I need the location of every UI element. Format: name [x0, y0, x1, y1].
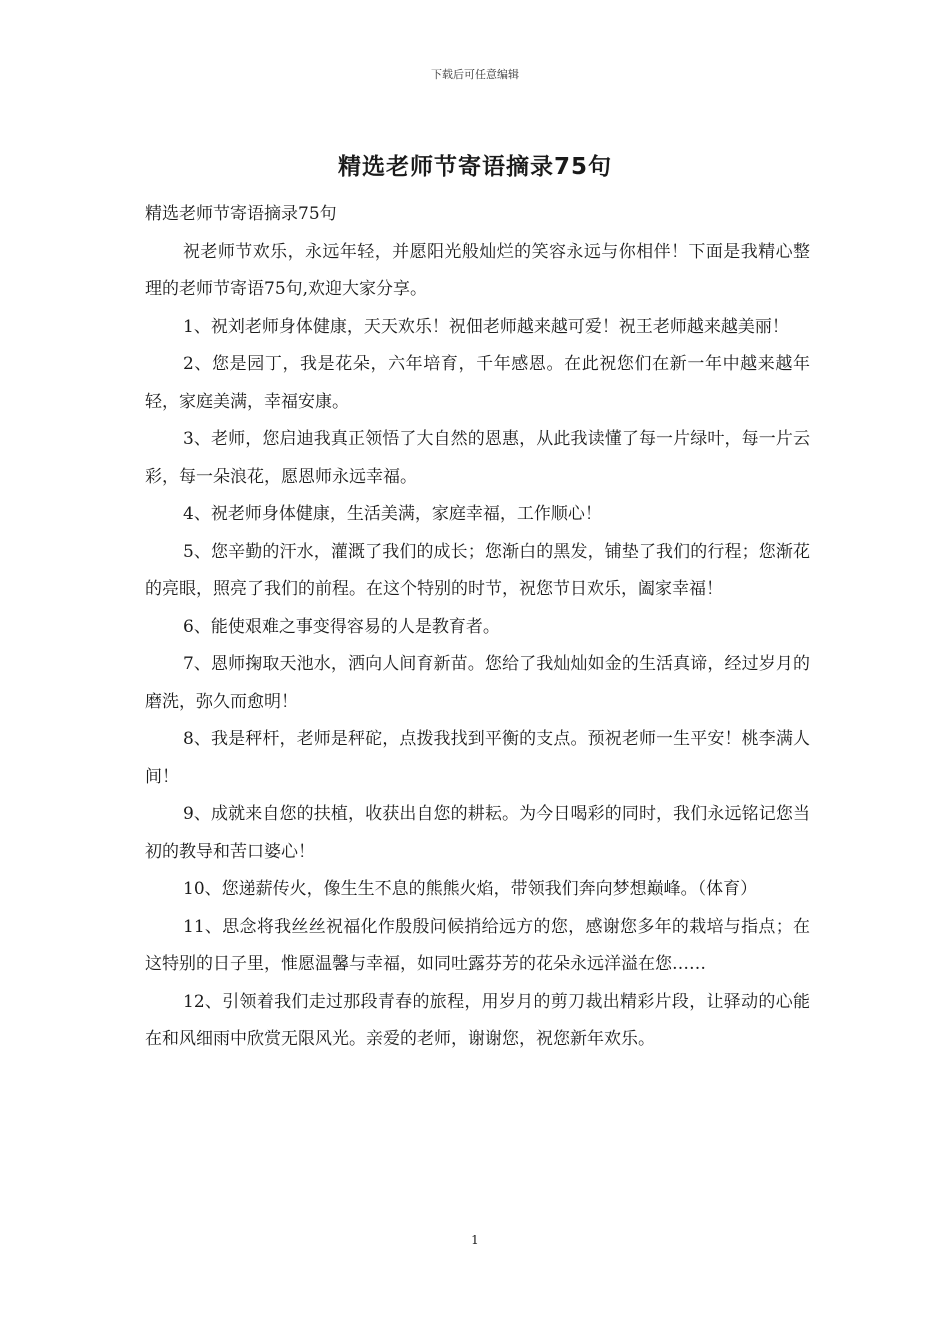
header-note: 下载后可任意编辑: [431, 68, 519, 81]
page-number: 1: [471, 1233, 479, 1247]
wish-item: 12、引领着我们走过那段青春的旅程，用岁月的剪刀裁出精彩片段，让驿动的心能在和风细雨中欣赏无限风光。亲爱的老师，谢谢您，祝您新年欢乐。: [145, 991, 810, 1049]
wish-item: 7、恩师掬取天池水，洒向人间育新苗。您给了我灿灿如金的生活真谛，经过岁月的磨洗，弥久而愈明！: [145, 654, 810, 712]
document-subtitle: 精选老师节寄语摘录75句: [145, 204, 337, 224]
document-title: 精选老师节寄语摘录75句: [337, 154, 612, 180]
wish-item: 5、您辛勤的汗水，灌溉了我们的成长；您渐白的黑发，铺垫了我们的行程；您渐花的亮眼，照亮了我们的前程。在这个特别的时节，祝您节日欢乐，阖家幸福！: [145, 541, 810, 599]
wish-item: 1、祝刘老师身体健康，天天欢乐！祝佃老师越来越可爱！祝王老师越来越美丽！: [183, 316, 789, 337]
wish-item: 11、思念将我丝丝祝福化作殷殷问候捎给远方的您，感谢您多年的栽培与指点；在这特别的日子里，惟愿温馨与幸福，如同吐露芬芳的花朵永远洋溢在您……: [145, 916, 810, 974]
wish-item: 2、您是园丁，我是花朵，六年培育，千年感恩。在此祝您们在新一年中越来越年轻，家庭美满，幸福安康。: [145, 354, 810, 412]
wish-item: 10、您递薪传火，像生生不息的熊熊火焰，带领我们奔向梦想巅峰。（体育）: [183, 879, 758, 899]
wish-item: 4、祝老师身体健康，生活美满，家庭幸福，工作顺心！: [183, 504, 602, 524]
wish-item: 9、成就来自您的扶植，收获出自您的耕耘。为今日喝彩的同时，我们永远铭记您当初的教导和苦口婆心！: [145, 804, 810, 862]
wish-item: 6、能使艰难之事变得容易的人是教育者。: [183, 616, 500, 637]
wish-item: 8、我是秤杆，老师是秤砣，点拨我找到平衡的支点。预祝老师一生平安！桃李满人间！: [145, 729, 810, 787]
intro-paragraph: 祝老师节欢乐，永远年轻，并愿阳光般灿烂的笑容永远与你相伴！下面是我精心整理的老师节寄语75句,欢迎大家分享。: [145, 241, 810, 299]
document-body: [145, 196, 810, 1059]
wish-item: 3、老师，您启迪我真正领悟了大自然的恩惠，从此我读懂了每一片绿叶，每一片云彩，每一朵浪花，愿恩师永远幸福。: [145, 429, 810, 487]
